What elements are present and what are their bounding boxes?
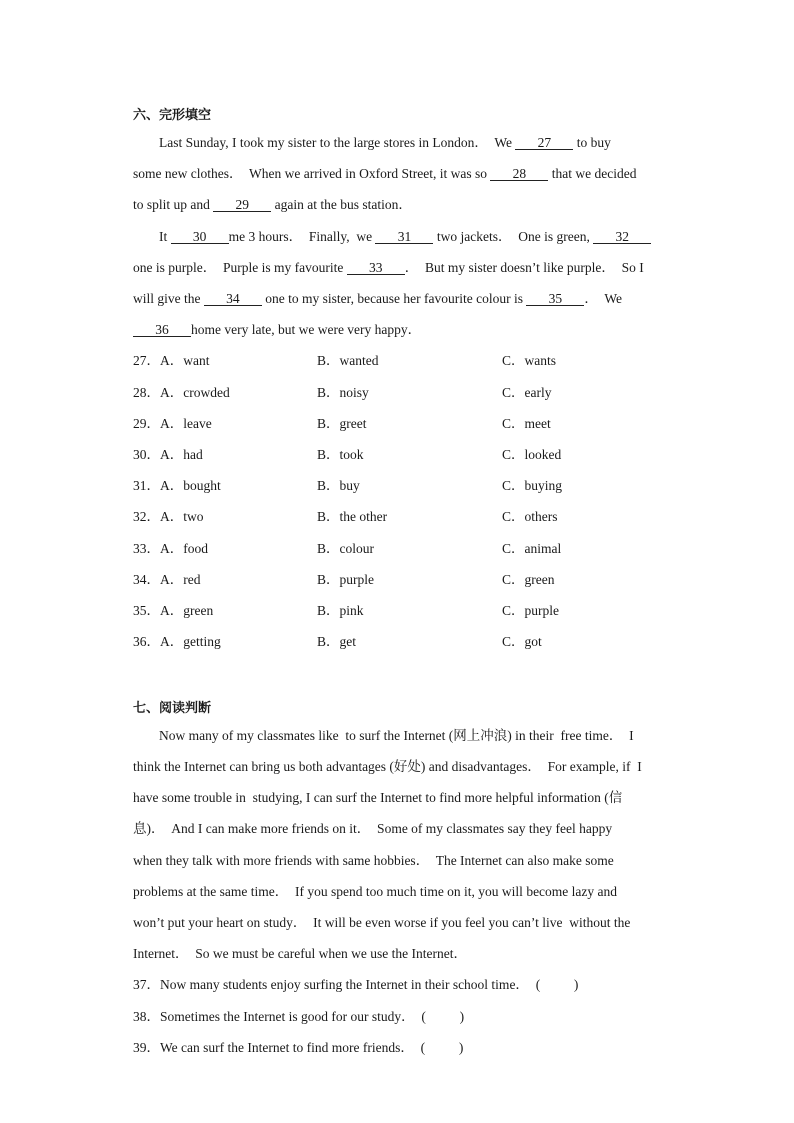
reading-line: think the Internet can bring us both advantages (好处) and disadvantages． For example, if I [133, 759, 642, 774]
blank-36[interactable]: 36 [133, 323, 191, 337]
blank-32[interactable]: 32 [593, 230, 651, 244]
option-a[interactable]: A．leave [160, 416, 212, 431]
answer-box[interactable]: ( ) [420, 1040, 464, 1055]
blank-34[interactable]: 34 [204, 292, 262, 306]
option-c[interactable]: C．wants [502, 353, 556, 368]
option-c[interactable]: C．early [502, 385, 552, 400]
option-b[interactable]: B．noisy [317, 385, 369, 400]
option-b[interactable]: B．greet [317, 416, 367, 431]
reading-line: have some trouble in studying, I can surf the Internet to find more helpful information (信 [133, 790, 623, 805]
option-b[interactable]: B．get [317, 634, 356, 649]
reading-line: when they talk with more friends with same hobbies． The Internet can also make some [133, 853, 614, 868]
blank-30[interactable]: 30 [171, 230, 229, 244]
option-c[interactable]: C．buying [502, 478, 563, 493]
question-number: 33． [133, 541, 160, 556]
judge-question-38: 38．Sometimes the Internet is good for our study． ( ) [133, 1009, 465, 1024]
question-number: 36． [133, 634, 160, 649]
question-number: 34． [133, 572, 160, 587]
reading-line: Now many of my classmates like to surf the Internet (网上冲浪) in their free time． I [159, 728, 634, 743]
option-c[interactable]: C．purple [502, 603, 559, 618]
passage-line: will give the 34 one to my sister, because her favourite colour is 35 ． We [133, 291, 623, 306]
answer-box[interactable]: ( ) [421, 1009, 465, 1024]
option-a[interactable]: A．green [160, 603, 214, 618]
passage-line: 36 home very late, but we were very happy． [133, 318, 421, 338]
option-a[interactable]: A．want [160, 353, 210, 368]
option-c[interactable]: C．looked [502, 447, 562, 462]
blank-31[interactable]: 31 [375, 230, 433, 244]
option-b[interactable]: B．buy [317, 478, 360, 493]
question-number: 29． [133, 416, 160, 431]
option-c[interactable]: C．green [502, 572, 555, 587]
passage-line: to split up and 29 again at the bus station． [133, 197, 412, 212]
option-c[interactable]: C．meet [502, 416, 551, 431]
blank-35[interactable]: 35 [526, 292, 584, 306]
reading-line: Internet． So we must be careful when we use the Internet． [133, 946, 468, 961]
option-a[interactable]: A．bought [160, 478, 221, 493]
judge-question-39: 39．We can surf the Internet to find more friends． ( ) [133, 1040, 464, 1055]
question-number: 27． [133, 353, 160, 368]
blank-28[interactable]: 28 [490, 167, 548, 181]
option-a[interactable]: A．getting [160, 634, 221, 649]
option-c[interactable]: C．others [502, 509, 558, 524]
blank-27[interactable]: 27 [515, 136, 573, 150]
option-a[interactable]: A．red [160, 572, 201, 587]
question-number: 35． [133, 603, 160, 618]
option-c[interactable]: C．animal [502, 541, 562, 556]
option-b[interactable]: B．wanted [317, 353, 379, 368]
question-number: 30． [133, 447, 160, 462]
passage-line: some new clothes． When we arrived in Oxford Street, it was so 28 that we decided [133, 166, 637, 181]
reading-line: 息)． And I can make more friends on it． Some of my classmates say they feel happy [133, 821, 613, 836]
option-a[interactable]: A．had [160, 447, 203, 462]
section-6-title: 六、完形填空 [133, 108, 212, 123]
answer-box[interactable]: ( ) [535, 977, 579, 992]
passage-line: Last Sunday, I took my sister to the large stores in London． We 27 to buy [159, 135, 611, 150]
option-b[interactable]: B．purple [317, 572, 374, 587]
question-number: 28． [133, 385, 160, 400]
reading-line: won’t put your heart on study． It will be even worse if you feel you can’t live without the [133, 915, 631, 930]
option-a[interactable]: A．crowded [160, 385, 230, 400]
option-a[interactable]: A．two [160, 509, 204, 524]
blank-29[interactable]: 29 [213, 198, 271, 212]
section-7-title: 七、阅读判断 [133, 701, 212, 716]
passage-line: It 30 me 3 hours． Finally, we 31 two jackets． One is green, 32 [159, 225, 651, 245]
option-b[interactable]: B．took [317, 447, 364, 462]
question-number: 32． [133, 509, 160, 524]
reading-line: problems at the same time． If you spend too much time on it, you will become lazy and [133, 884, 618, 899]
option-c[interactable]: C．got [502, 634, 542, 649]
question-number: 31． [133, 478, 160, 493]
blank-33[interactable]: 33 [347, 261, 405, 275]
option-b[interactable]: B．the other [317, 509, 388, 524]
option-b[interactable]: B．colour [317, 541, 374, 556]
option-b[interactable]: B．pink [317, 603, 364, 618]
judge-question-37: 37．Now many students enjoy surfing the Internet in their school time． ( ) [133, 977, 579, 992]
option-a[interactable]: A．food [160, 541, 208, 556]
passage-line: one is purple． Purple is my favourite 33 ． But my sister doesn’t like purple． So I [133, 260, 644, 275]
